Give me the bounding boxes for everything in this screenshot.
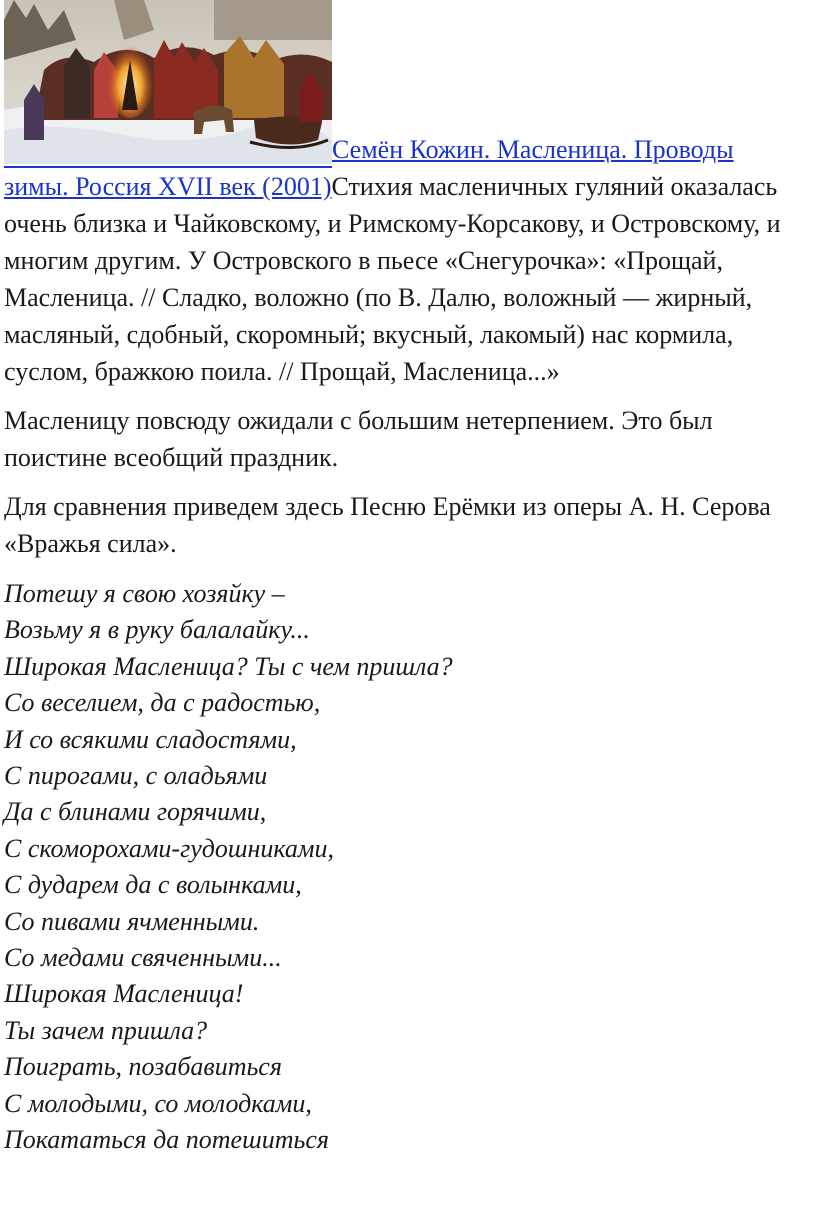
poem-line: И со всякими сладостями, xyxy=(4,724,297,754)
poem-line: Ты зачем пришла? xyxy=(4,1015,208,1045)
poem-line: С скоморохами-гудошниками, xyxy=(4,833,334,863)
document-page xyxy=(4,0,804,1159)
poem-line: Широкая Масленица? Ты с чем пришла? xyxy=(4,651,453,681)
intro-paragraph xyxy=(4,0,804,390)
poem-line: Поиграть, позабавиться xyxy=(4,1052,282,1082)
paragraph-festival: Масленицу повсюду ожидали с большим нетерпением. Это был поистине всеобщий праздник. xyxy=(4,406,713,472)
poem-line: Со пивами ячменными. xyxy=(4,906,260,936)
poem-line: С молодыми, со молодками, xyxy=(4,1088,312,1118)
poem-line: С дударем да с волынками, xyxy=(4,870,302,900)
poem-line: Со медами свяченными... xyxy=(4,943,282,973)
paragraph-song-intro: Для сравнения приведем здесь Песню Ерёмки из оперы А. Н. Серова «Вражья сила». xyxy=(4,492,771,558)
painting-caption-link[interactable]: Семён Кожин. Масленица. Проводы зимы. Россия XVII век (2001) xyxy=(4,135,734,201)
song-lyrics xyxy=(4,576,804,1159)
poem-line: С пирогами, с оладьями xyxy=(4,761,268,791)
intro-text: Стихия масленичных гуляний оказалась очень близка и Чайковскому, и Римскому-Корсакову, и Островскому, и многим другим. У Островского в пьесе «Снегурочка»: «Прощай, Масленица. // Сладко, воложно (по В. Далю, воложный — жирный, масляный, сдобный, скоромный; вкусный, лакомый) нас кормила, суслом, бражкою поила. // Прощай, Масленица...» xyxy=(4,172,781,386)
painting-image[interactable] xyxy=(4,0,332,168)
poem-line: Со веселием, да с радостью, xyxy=(4,688,321,718)
poem-line: Широкая Масленица! xyxy=(4,979,244,1009)
poem-line: Да с блинами горячими, xyxy=(4,797,267,827)
poem-line: Покататься да потешиться xyxy=(4,1125,329,1155)
poem-line: Возьму я в руку балалайку... xyxy=(4,615,310,645)
poem-line: Потешу я свою хозяйку – xyxy=(4,579,285,608)
painting-illustration xyxy=(4,0,332,164)
